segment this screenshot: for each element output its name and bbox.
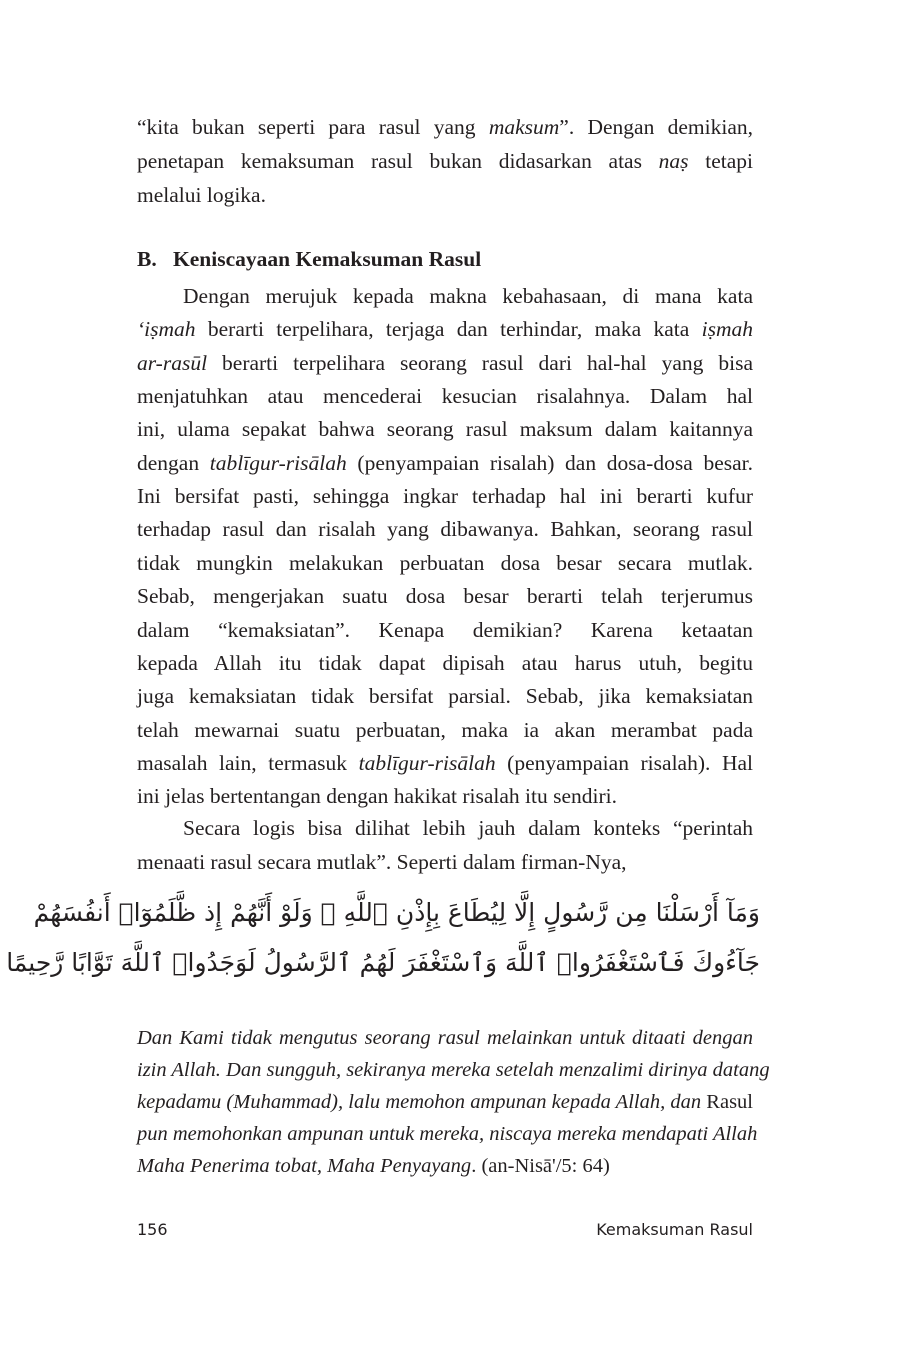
text-line — [137, 1120, 758, 1148]
text-line — [137, 782, 753, 810]
text: telah mewarnai suatu perbuatan, maka ia akan merambat pada — [137, 717, 753, 742]
page-number: 156 — [137, 1220, 168, 1239]
text-line — [137, 1056, 770, 1084]
text-line — [137, 482, 753, 510]
arabic-verse-line-2: جَآءُوكَ فَٱسْتَغْفَرُوا۟ ٱللَّهَ وَٱسْتَغْفَرَ لَهُمُ ٱلرَّسُولُ لَوَجَدُوا۟ ٱللَّهَ تَوَّابًا رَّحِيمًا — [6, 948, 760, 977]
text: ”. Dengan demikian, — [559, 115, 753, 139]
text: . (an-Nisā'/5: 64) — [471, 1155, 610, 1177]
text-line — [137, 582, 753, 610]
text: dengan — [137, 450, 210, 475]
text: Dengan merujuk kepada makna kebahasaan, di mana kata — [183, 284, 753, 308]
text-line — [137, 749, 753, 777]
text: “kita bukan seperti para rasul yang — [137, 115, 489, 139]
italic-text: ‘iṣmah — [137, 317, 196, 342]
text: terhadap rasul dan risalah yang dibawanya. Bahkan, seorang rasul — [137, 517, 753, 542]
italic-text: tablīgur-risālah — [209, 450, 347, 475]
text-line — [137, 382, 753, 410]
text-line — [137, 315, 753, 343]
text: berarti terpelihara, terjaga dan terhindar, maka kata — [195, 317, 702, 342]
text-line — [137, 1088, 753, 1116]
text-line — [137, 349, 753, 377]
text: Ini bersifat pasti, sehingga ingkar terhadap hal ini berarti kufur — [137, 484, 753, 509]
text: berarti terpelihara seorang rasul dari hal-hal yang bisa — [207, 350, 753, 375]
text: menaati rasul secara mutlak”. Seperti dalam firman-Nya, — [137, 850, 627, 874]
text-line — [137, 1024, 753, 1052]
section-heading — [137, 245, 481, 273]
text-line — [137, 415, 753, 443]
text: kepada Allah itu tidak dapat dipisah atau harus utuh, begitu — [137, 650, 753, 675]
text: menjatuhkan atau mencederai kesucian risalahnya. Dalam hal — [137, 384, 753, 409]
text: juga kemaksiatan tidak bersifat parsial. Sebab, jika kemaksiatan — [137, 684, 753, 709]
running-title: Kemaksuman Rasul — [596, 1220, 753, 1239]
text-line — [137, 848, 753, 876]
text-line — [183, 282, 753, 310]
italic-text: pun memohonkan ampunan untuk mereka, niscaya mereka mendapati Allah — [137, 1123, 758, 1145]
text-line — [137, 449, 753, 477]
italic-text: tablīgur-risālah — [358, 750, 496, 775]
italic-text: ar-rasūl — [137, 350, 208, 375]
italic-text: Maha Penerima tobat, Maha Penyayang — [137, 1155, 472, 1177]
text: masalah lain, termasuk — [137, 750, 359, 775]
italic-text: naṣ — [658, 149, 689, 173]
text: ini, ulama sepakat bahwa seorang rasul maksum dalam kaitannya — [137, 417, 753, 442]
text-line — [137, 549, 753, 577]
italic-text: kepadamu (Muhammad), lalu memohon ampunan kepada Allah, dan — [137, 1091, 707, 1113]
italic-text: maksum — [488, 115, 560, 139]
italic-text: Dan Kami tidak mengutus seorang rasul melainkan untuk ditaati dengan — [137, 1027, 753, 1049]
section-title: Keniscayaan Kemaksuman Rasul — [173, 247, 482, 271]
italic-text: iṣmah — [701, 317, 753, 342]
text: tetapi — [688, 149, 753, 173]
text: tidak mungkin melakukan perbuatan dosa besar secara mutlak. — [137, 550, 753, 575]
italic-text: izin Allah. Dan sungguh, sekiranya mereka setelah menzalimi dirinya datang — [137, 1059, 770, 1081]
text: (penyampaian risalah) dan dosa-dosa besar. — [346, 450, 753, 475]
arabic-verse-line-1: وَمَآ أَرْسَلْنَا مِن رَّسُولٍ إِلَّا لِيُطَاعَ بِإِذْنِ ٱللَّهِ ۚ وَلَوْ أَنَّهُمْ إِذ ظَّلَمُوٓا۟ أَنفُسَهُمْ — [33, 898, 760, 927]
text-line — [137, 515, 753, 543]
text-line — [137, 716, 753, 744]
text-line — [137, 682, 753, 710]
text-line — [137, 181, 753, 209]
text-line — [183, 814, 753, 842]
text: Rasul — [706, 1091, 753, 1113]
text: Secara logis bisa dilihat lebih jauh dalam konteks “perintah — [183, 816, 753, 840]
text: (penyampaian risalah). Hal — [495, 750, 753, 775]
text: dalam “kemaksiatan”. Kenapa demikian? Karena ketaatan — [137, 617, 753, 642]
text-line — [137, 147, 753, 175]
text: ini jelas bertentangan dengan hakikat risalah itu sendiri. — [137, 784, 618, 809]
text: Sebab, mengerjakan suatu dosa besar berarti telah terjerumus — [137, 584, 753, 609]
text-line — [137, 1152, 753, 1180]
text-line — [137, 616, 753, 644]
text: melalui logika. — [137, 183, 266, 207]
section-letter: B. — [137, 247, 157, 271]
text-line — [137, 649, 753, 677]
text: penetapan kemaksuman rasul bukan didasarkan atas — [137, 149, 659, 173]
text-line — [137, 113, 753, 141]
